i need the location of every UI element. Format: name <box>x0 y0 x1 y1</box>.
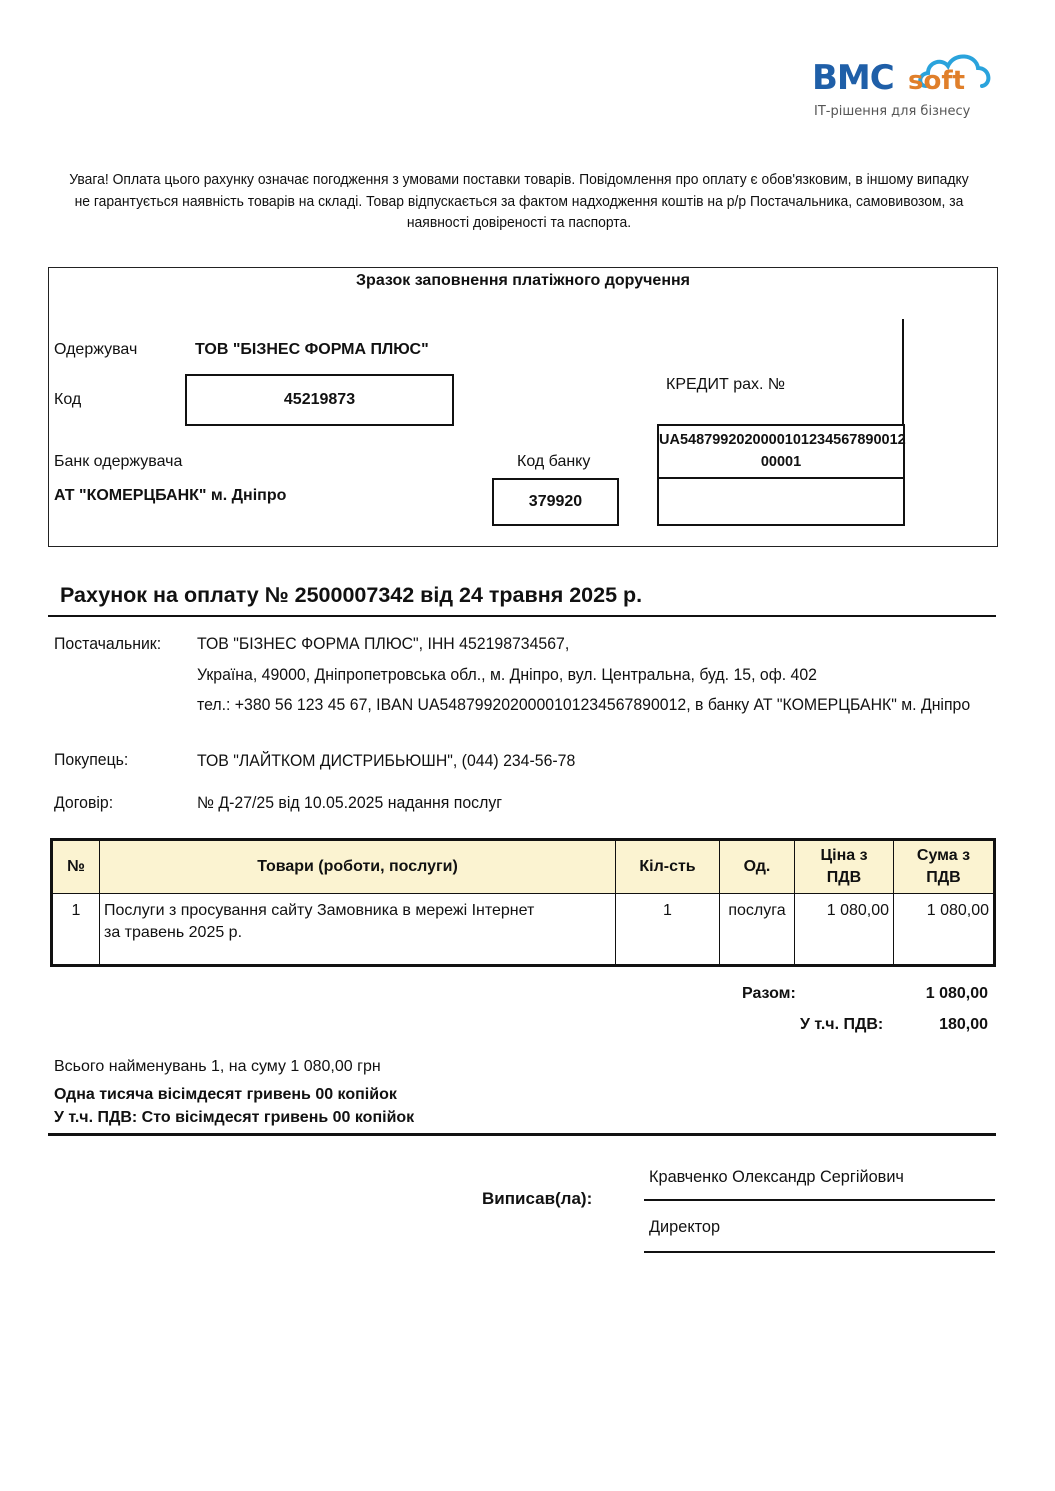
header-sum <box>894 840 995 894</box>
row-sum: 1 080,00 <box>894 894 995 966</box>
header-sum-line: Сума з <box>916 847 971 864</box>
payment-notice <box>63 170 975 235</box>
header-num: № <box>52 840 100 894</box>
code-value-box <box>185 374 454 426</box>
supplier-line: ТОВ "БІЗНЕС ФОРМА ПЛЮС", ІНН 452198734567, <box>197 635 570 653</box>
total-label: Разом: <box>742 985 796 1002</box>
row-name-line: за травень 2025 р. <box>104 924 243 941</box>
account-number-line: 00001 <box>760 454 802 470</box>
row-unit: послуга <box>720 894 795 966</box>
signer-position-line <box>644 1251 995 1253</box>
title-divider <box>48 615 996 617</box>
row-num: 1 <box>52 894 100 966</box>
buyer-label: Покупець: <box>54 751 129 769</box>
bank-code-label: Код банку <box>517 453 591 470</box>
credit-divider <box>902 319 904 426</box>
table-header-row <box>52 840 995 894</box>
contract-value: № Д-27/25 від 10.05.2025 надання послуг <box>197 794 503 812</box>
row-name <box>100 894 616 966</box>
code-label: Код <box>54 391 82 408</box>
notice-line: не гарантується наявність товарів на складі. Товар відпускається за фактом надходження коштів на р/р Постачальника, самовивозом, за <box>74 193 964 210</box>
logo-brand-main: BMC <box>812 58 894 98</box>
items-table <box>50 838 996 967</box>
issued-by-label: Виписав(ла): <box>482 1189 593 1208</box>
credit-account-label: КРЕДИТ рах. № <box>666 376 786 393</box>
header-name: Товари (роботи, послуги) <box>100 840 616 894</box>
recipient-value: ТОВ "БІЗНЕС ФОРМА ПЛЮС" <box>195 341 429 358</box>
row-price: 1 080,00 <box>795 894 894 966</box>
vat-label: У т.ч. ПДВ: <box>800 1016 884 1033</box>
vat-in-words: У т.ч. ПДВ: Сто вісімдесят гривень 00 копійок <box>54 1109 415 1126</box>
bank-code-box <box>492 478 619 526</box>
header-price-line: ПДВ <box>826 869 862 886</box>
buyer-value: ТОВ "ЛАЙТКОМ ДИСТРИБЬЮШН", (044) 234-56-78 <box>197 752 576 770</box>
supplier-line: Україна, 49000, Дніпропетровська обл., м. Дніпро, вул. Центральна, буд. 15, оф. 402 <box>197 666 817 684</box>
supplier-label: Постачальник: <box>54 635 162 653</box>
vat-value: 180,00 <box>939 1016 988 1033</box>
code-value: 45219873 <box>283 391 356 408</box>
notice-line: Увага! Оплата цього рахунку означає погодження з умовами поставки товарів. Повідомлення про оплату є обов'язковим, в іншому випадку <box>69 172 969 188</box>
items-count-summary: Всього найменувань 1, на суму 1 080,00 грн <box>54 1058 381 1075</box>
summary-divider <box>48 1133 996 1136</box>
bank-label: Банк одержувача <box>54 453 183 470</box>
header-price-line: Ціна з <box>820 847 868 864</box>
account-box <box>657 424 905 526</box>
invoice-title: Рахунок на оплату № 2500007342 від 24 травня 2025 р. <box>60 583 643 607</box>
row-qty: 1 <box>616 894 720 966</box>
logo-tagline: ІТ-рішення для бізнесу <box>814 104 971 119</box>
company-logo <box>812 46 1002 126</box>
supplier-line: тел.: +380 56 123 45 67, IBAN UA5487992020000101234567890012, в банку АТ "КОМЕРЦБАНК" м. Дніпро <box>197 696 971 714</box>
contract-label: Договір: <box>54 794 114 812</box>
bank-code-value: 379920 <box>528 493 583 510</box>
account-number-cell <box>659 426 906 479</box>
signer-name: Кравченко Олександр Сергійович <box>649 1167 904 1186</box>
total-value: 1 080,00 <box>925 985 988 1002</box>
signer-position: Директор <box>649 1217 721 1236</box>
header-unit: Од. <box>720 840 795 894</box>
row-name-line: Послуги з просування сайту Замовника в мережі Інтернет <box>104 902 535 919</box>
recipient-label: Одержувач <box>54 341 138 358</box>
header-price <box>795 840 894 894</box>
amount-in-words: Одна тисяча вісімдесят гривень 00 копійок <box>54 1086 397 1103</box>
header-sum-line: ПДВ <box>926 869 961 886</box>
signer-name-line <box>644 1199 995 1201</box>
bank-value: АТ "КОМЕРЦБАНК" м. Дніпро <box>54 487 287 504</box>
logo-brand-accent: soft <box>908 66 966 96</box>
header-qty: Кіл-сть <box>616 840 720 894</box>
table-row <box>52 894 995 966</box>
notice-line: наявності довіреності та паспорта. <box>406 215 632 231</box>
account-number-line: UA5487992020000101234567890012 <box>659 432 906 448</box>
payment-sample-title: Зразок заповнення платіжного доручення <box>356 272 690 289</box>
